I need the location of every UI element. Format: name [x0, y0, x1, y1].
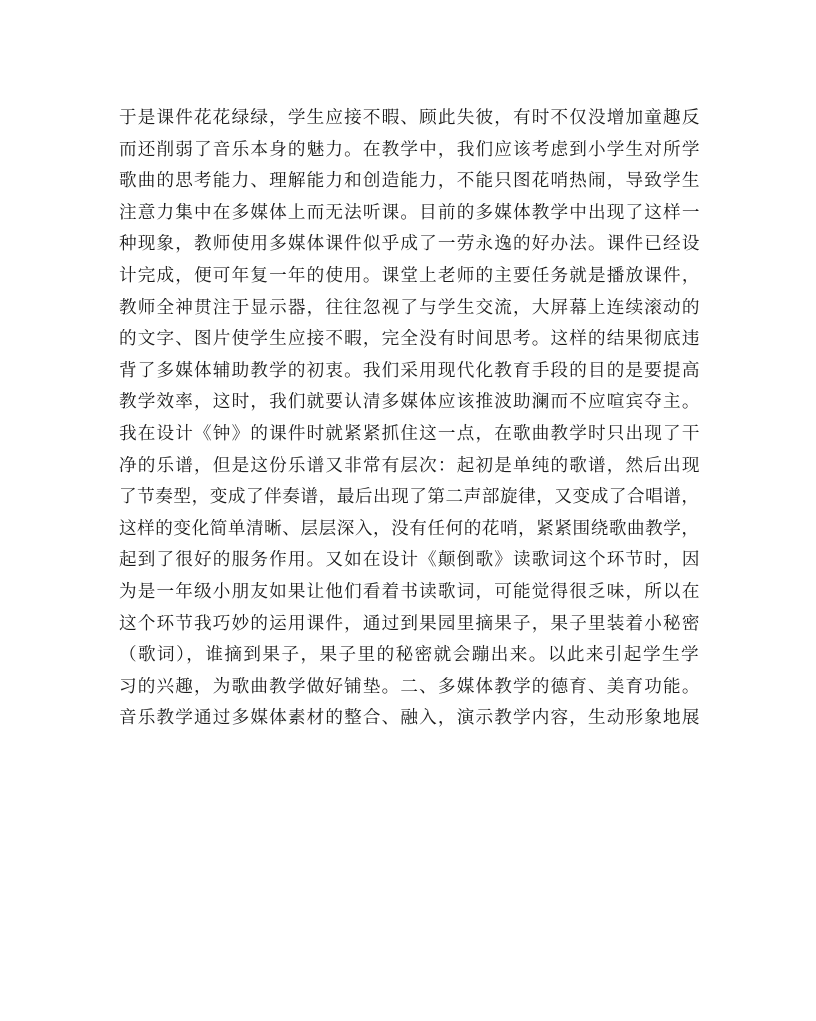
text-line: 的文字、图片使学生应接不暇，完全没有时间思考。这样的结果彻底违 [119, 329, 701, 350]
text-line: 这样的变化简单清晰、层层深入，没有任何的花哨，紧紧围绕歌曲教学， [119, 518, 700, 539]
text-line: 我在设计《钟》的课件时就紧紧抓住这一点，在歌曲教学时只出现了干 [119, 423, 701, 444]
text-line: 了节奏型，变成了伴奏谱，最后出现了第二声部旋律，又变成了合唱谱， [119, 487, 700, 508]
text-line: 教学效率，这时，我们就要认清多媒体应该推波助澜而不应喧宾夺主。 [119, 392, 701, 413]
text-line: 种现象，教师使用多媒体课件似乎成了一劳永逸的好办法。课件已经设 [119, 234, 701, 255]
text-line: 于是课件花花绿绿，学生应接不暇、顾此失彼，有时不仅没增加童趣反 [119, 108, 701, 128]
text-line: 背了多媒体辅助教学的初衷。我们采用现代化教育手段的目的是要提高 [119, 360, 701, 381]
text-line: 这个环节我巧妙的运用课件，通过到果园里摘果子，果子里装着小秘密 [119, 613, 701, 634]
text-line: 习的兴趣，为歌曲教学做好铺垫。二、多媒体教学的德育、美育功能。 [119, 676, 701, 697]
text-line: 计完成，便可年复一年的使用。课堂上老师的主要任务就是播放课件， [119, 265, 701, 286]
body-text [119, 103, 699, 735]
text-line: 歌曲的思考能力、理解能力和创造能力，不能只图花哨热闹，导致学生 [119, 171, 701, 192]
text-line: （歌词），谁摘到果子，果子里的秘密就会蹦出来。以此来引起学生学 [119, 645, 701, 666]
text-line: 而还削弱了音乐本身的魅力。在教学中，我们应该考虑到小学生对所学 [119, 139, 701, 160]
text-line: 注意力集中在多媒体上而无法听课。目前的多媒体教学中出现了这样一 [119, 202, 701, 223]
text-line: 净的乐谱，但是这份乐谱又非常有层次：起初是单纯的歌谱，然后出现 [119, 455, 701, 476]
text-line: 为是一年级小朋友如果让他们看着书读歌词，可能觉得很乏味，所以在 [119, 581, 701, 602]
text-line: 教师全神贯注于显示器，往往忽视了与学生交流，大屏幕上连续滚动的 [119, 297, 701, 318]
text-line: 音乐教学通过多媒体素材的整合、融入，演示教学内容，生动形象地展 [119, 708, 701, 729]
text-line: 起到了很好的服务作用。又如在设计《颠倒歌》读歌词这个环节时，因 [119, 550, 701, 571]
